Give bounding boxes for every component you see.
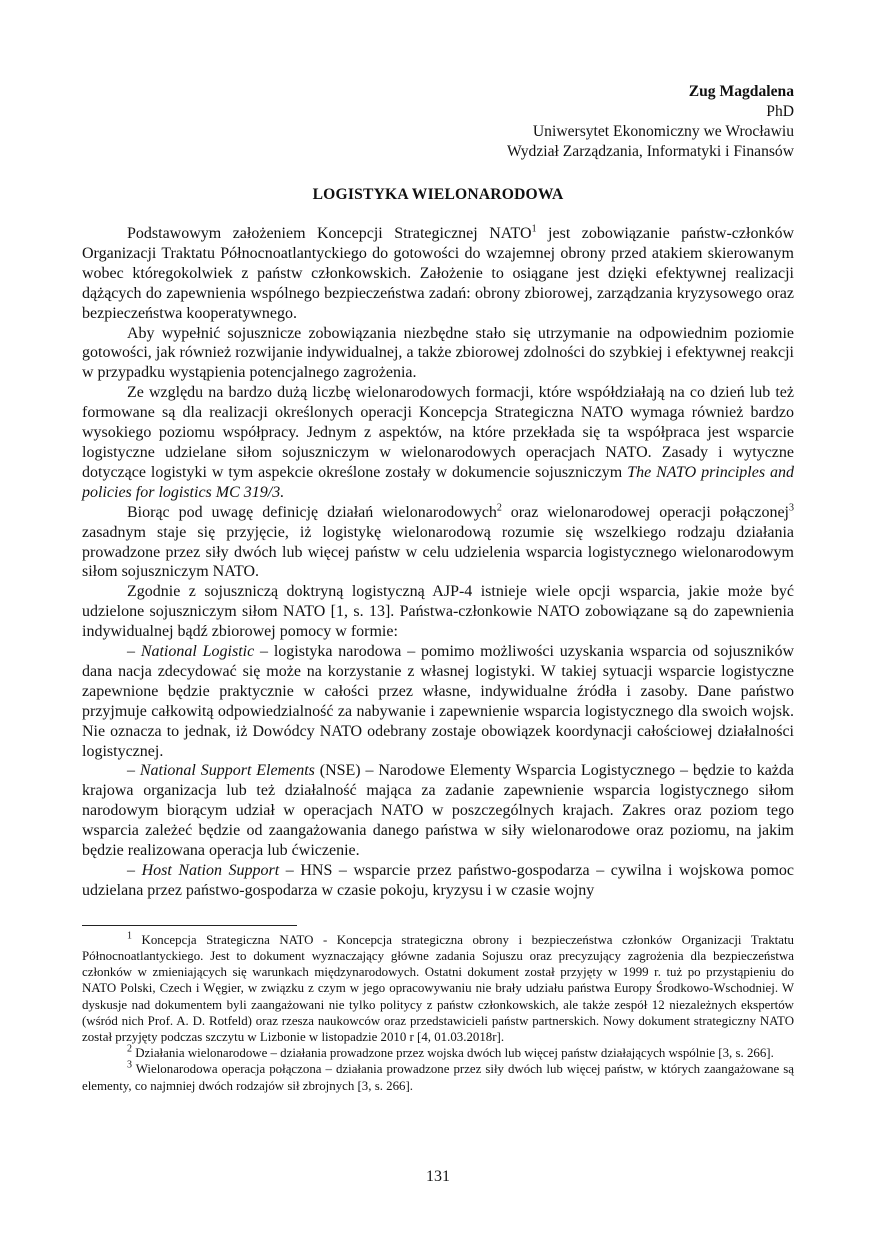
document-title-italic: The NATO principles and policies for logistics MC 319/3.	[82, 463, 794, 501]
footnote-ref-3: 3	[789, 502, 795, 514]
paragraph-text: Biorąc pod uwagę definicję działań wielonarodowych	[127, 503, 497, 521]
author-degree: PhD	[766, 103, 794, 120]
footnote-text: Działania wielonarodowe – działania prowadzone przez wojska dwóch lub więcej państw działających wspólnie [3, s. 266].	[132, 1046, 774, 1061]
article-body	[82, 224, 794, 901]
paragraph-2: Aby wypełnić sojusznicze zobowiązania niezbędne stało się utrzymanie na odpowiednim poziomie gotowości, jak również rozwijanie indywidualnej, a także zbiorowej zdolności do szybkiej i efektywnej reakcji w przypadku wystąpienia potencjalnego zagrożenia.	[82, 324, 794, 382]
bullet-text: – HNS – wsparcie przez państwo-gospodarza – cywilna i wojskowa pomoc udzielana przez państwo-gospodarza w czasie pokoju, kryzysu i w czasie wojny	[82, 862, 794, 899]
bullet-term: National Support Elements	[139, 762, 315, 780]
page-content	[82, 82, 794, 1094]
footnote-number: 1	[127, 930, 132, 942]
paragraph-3	[82, 383, 794, 502]
author-faculty: Wydział Zarządzania, Informatyki i Finansów	[506, 143, 794, 160]
footnotes	[82, 932, 794, 1094]
article-title: LOGISTYKA WIELONARODOWA	[312, 186, 564, 203]
footnote-text: Wielonarodowa operacja połączona – działania prowadzone przez siły dwóch lub więcej państw, w których zaangażowane są elementy, co najmniej dwóch rodzajów sił zbrojnych [3, s. 266].	[82, 1062, 794, 1093]
bullet-national-support-elements	[82, 761, 794, 861]
footnote-2	[82, 1045, 794, 1061]
author-university: Uniwersytet Ekonomiczny we Wrocławiu	[532, 123, 794, 140]
bullet-text: – logistyka narodowa – pomimo możliwości uzyskania wsparcia od sojuszników dana nacja zdecydować się może na korzystanie z własnej logistyki. W takiej sytuacji wsparcie logistyczne zapewnione będzie praktycznie w całości przez własne, indywidualne źródła i zasoby. Dane państwo przyjmuje całkowitą odpowiedzialność za nabywanie i zapewnienie wsparcia logistycznego dla swoich wojsk. Nie oznacza to jednak, iż Dowódcy NATO odebrany zostaje obowiązek koordynacji całościowej działalności logistycznej.	[82, 643, 795, 760]
bullet-term: National Logistic	[140, 643, 255, 661]
page-number: 131	[426, 1168, 450, 1185]
paragraph-text: zasadnym staje się przyjęcie, iż logistykę wielonarodową rozumie się wszelkiego rodzaju działania prowadzone przez siły dwóch lub więcej państw w celu udzielenia wsparcia logistycznego wielonarodowym siłom sojuszniczym NATO.	[82, 523, 794, 581]
author-name: Zug Magdalena	[688, 83, 794, 100]
footnote-3	[82, 1061, 794, 1093]
paragraph-text: Ze względu na bardzo dużą liczbę wielonarodowych formacji, które współdziałają na co dzień lub też formowane są dla realizacji określonych operacji Koncepcja Strategiczna NATO wymaga również bardzo wysokiego poziomu współpracy. Jednym z aspektów, na które przekłada się ta współpraca jest wsparcie logistyczne udzielane siłom sojuszniczym w wielonarodowych operacjach NATO. Zasady i wytyczne dotyczące logistyki w tym aspekcie określone zostały w dokumencie sojuszniczym	[82, 384, 794, 481]
footnote-ref-1: 1	[531, 223, 537, 235]
paragraph-text: jest zobowiązanie państw-członków Organizacji Traktatu Północnoatlantyckiego do gotowości do wzajemnej obrony przed atakiem skierowanym wobec któregokolwiek z państw członkowskich. Założenie to osiągane jest dzięki efektywnej realizacji dążących do zapewnienia wspólnego bezpieczeństwa zadań: obrony zbiorowej, zarządzania kryzysowego oraz bezpieczeństwa kooperatywnego.	[82, 225, 795, 322]
footnote-separator	[82, 925, 297, 926]
paragraph-1	[82, 224, 794, 324]
bullet-text: (NSE) – Narodowe Elementy Wsparcia Logistycznego – będzie to każda krajowa organizacja lub też działalność mająca za zadanie zapewnienie wsparcia logistycznego siłom narodowym biorącym udział w operacjach NATO w poszczególnych krajach. Zakres oraz poziom tego wsparcia zależeć będzie od zaangażowania danego państwa w siły wielonarodowe oraz poziomu, na jakim będzie realizowana operacja lub ćwiczenie.	[82, 762, 795, 860]
footnote-text: Koncepcja Strategiczna NATO - Koncepcja strategiczna obrony i bezpieczeństwa członków Organizacji Traktatu Północnoatlantyckiego. Jest to dokument wyznaczający główne zadania Sojuszu oraz precyzujący zagrożenia dla bezpieczeństwa członków w zmieniających się warunkach międzynarodowych. Ostatni dokument został przyjęty w 1999 r. tuż po przystąpieniu do NATO Polski, Czech i Węgier, w związku z czym w jego opracowywaniu nie brały udziału państwa Europy Środkowo-Wschodniej. W dyskusje nad dokumentem byli zaangażowani nie tylko politycy z państw członkowskich, ale także zespół 12 niezależnych ekspertów (wśród nich Prof. A. D. Rotfeld) oraz rzesza naukowców oraz przedstawicieli państw partnerskich. Nowy dokument strategiczny NATO został przyjęty podczas szczytu w Lizbonie w listopadzie 2010 r [4, 01.03.2018r].	[82, 932, 794, 1045]
footnote-number: 3	[127, 1060, 132, 1072]
footnote-1	[82, 932, 794, 1045]
bullet-dash: –	[127, 643, 141, 661]
bullet-dash: –	[127, 862, 142, 879]
bullet-dash: –	[127, 762, 140, 780]
footnote-ref-2: 2	[496, 502, 502, 514]
paragraph-text: Podstawowym założeniem Koncepcji Strategicznej NATO	[127, 225, 532, 242]
bullet-term: Host Nation Support	[141, 862, 280, 879]
paragraph-4	[82, 503, 794, 583]
paragraph-5: Zgodnie z sojuszniczą doktryną logistyczną AJP-4 istnieje wiele opcji wsparcia, jakie może być udzielone sojuszniczym siłom NATO [1, s. 13]. Państwa-członkowie NATO zobowiązane są do zapewnienia indywidualnej bądź zbiorowej pomocy w formie:	[82, 583, 794, 641]
bullet-host-nation-support	[82, 861, 794, 901]
author-block	[82, 82, 794, 162]
paragraph-text: oraz wielonarodowej operacji połączonej	[501, 503, 790, 521]
bullet-national-logistic	[82, 642, 794, 761]
footnote-number: 2	[127, 1043, 132, 1055]
